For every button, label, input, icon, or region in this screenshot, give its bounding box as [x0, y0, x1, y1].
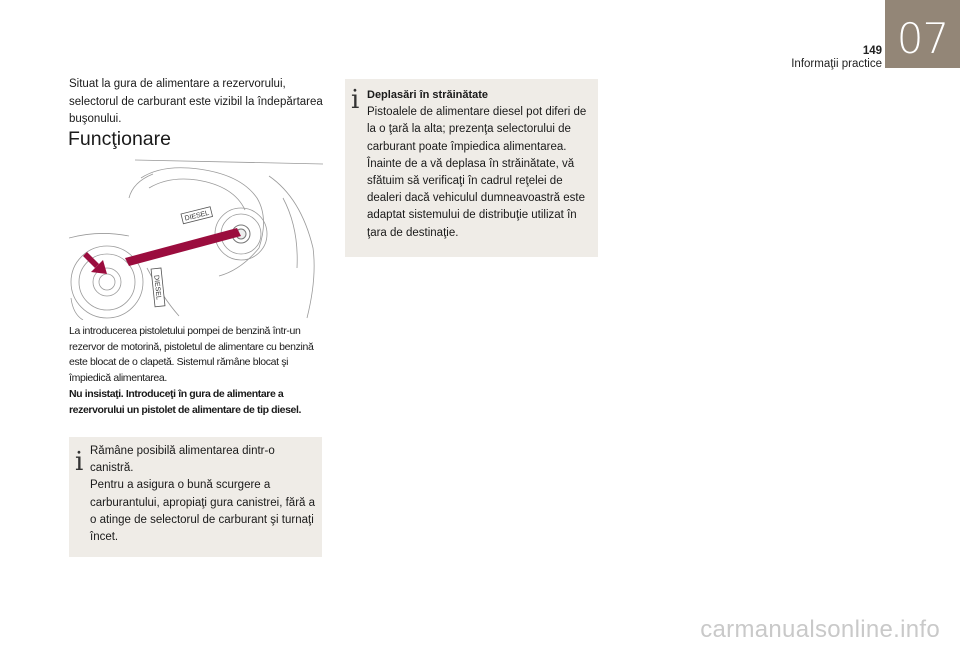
info-box-canister [69, 437, 322, 557]
info-box-line: Rămâne posibilă alimentarea dintr-o canistră. [90, 445, 275, 475]
chapter-tab [885, 0, 960, 68]
info-box-abroad-text [367, 87, 597, 242]
intro-paragraph: Situat la gura de alimentare a rezervorului, selectorul de carburant este vizibil la îndepărtarea buşonului. [69, 78, 323, 125]
pointer-arrow-main [125, 228, 241, 266]
diesel-label-cap [181, 207, 213, 224]
info-box-abroad [345, 79, 598, 257]
info-icon: i [75, 447, 84, 477]
info-icon: i [351, 85, 360, 115]
illustration-caption: La introducerea pistoletului pompei de benzină într-un rezervor de motorină, pistoletul de alimentare cu benzină este blocat de o clapetă. Sistemul rămâne blocat şi împiedică alimentarea. [69, 325, 314, 384]
section-title: Informaţii practice [791, 58, 882, 70]
diesel-label-neck-text: DIESEL [152, 274, 162, 301]
fuel-filler-illustration [69, 158, 323, 320]
chapter-number: 07 [896, 14, 949, 63]
info-box-line: Pistoalele de alimentare diesel pot diferi de la o ţară la alta; prezenţa selectorului de carburant poate împiedica alimentarea. [367, 106, 587, 153]
info-box-title: Deplasări în străinătate [367, 89, 489, 101]
diesel-label-cap-text: DIESEL [184, 209, 210, 223]
caption-warning: Nu insistaţi. Introduceţi în gura de alimentare a rezervorului un pistolet de alimentare de tip diesel. [69, 388, 302, 416]
diesel-label-neck [151, 268, 165, 307]
watermark: carmanualsonline.info [700, 616, 940, 643]
section-heading: Funcţionare [68, 128, 171, 150]
info-box-line: Înainte de a vă deplasa în străinătate, vă sfătuim să verificaţi în cadrul reţelei de dealeri dacă vehiculul dumneavoastră este adaptat sistemului de distribuţie utilizat în ţara de destinaţie. [367, 157, 585, 239]
info-box-canister-text [90, 443, 318, 546]
page-number: 149 [862, 45, 882, 57]
info-box-line: Pentru a asigura o bună scurgere a carburantului, apropiaţi gura canistrei, fără a o atinge de selectorul de carburant şi turnaţi încet. [90, 479, 316, 544]
